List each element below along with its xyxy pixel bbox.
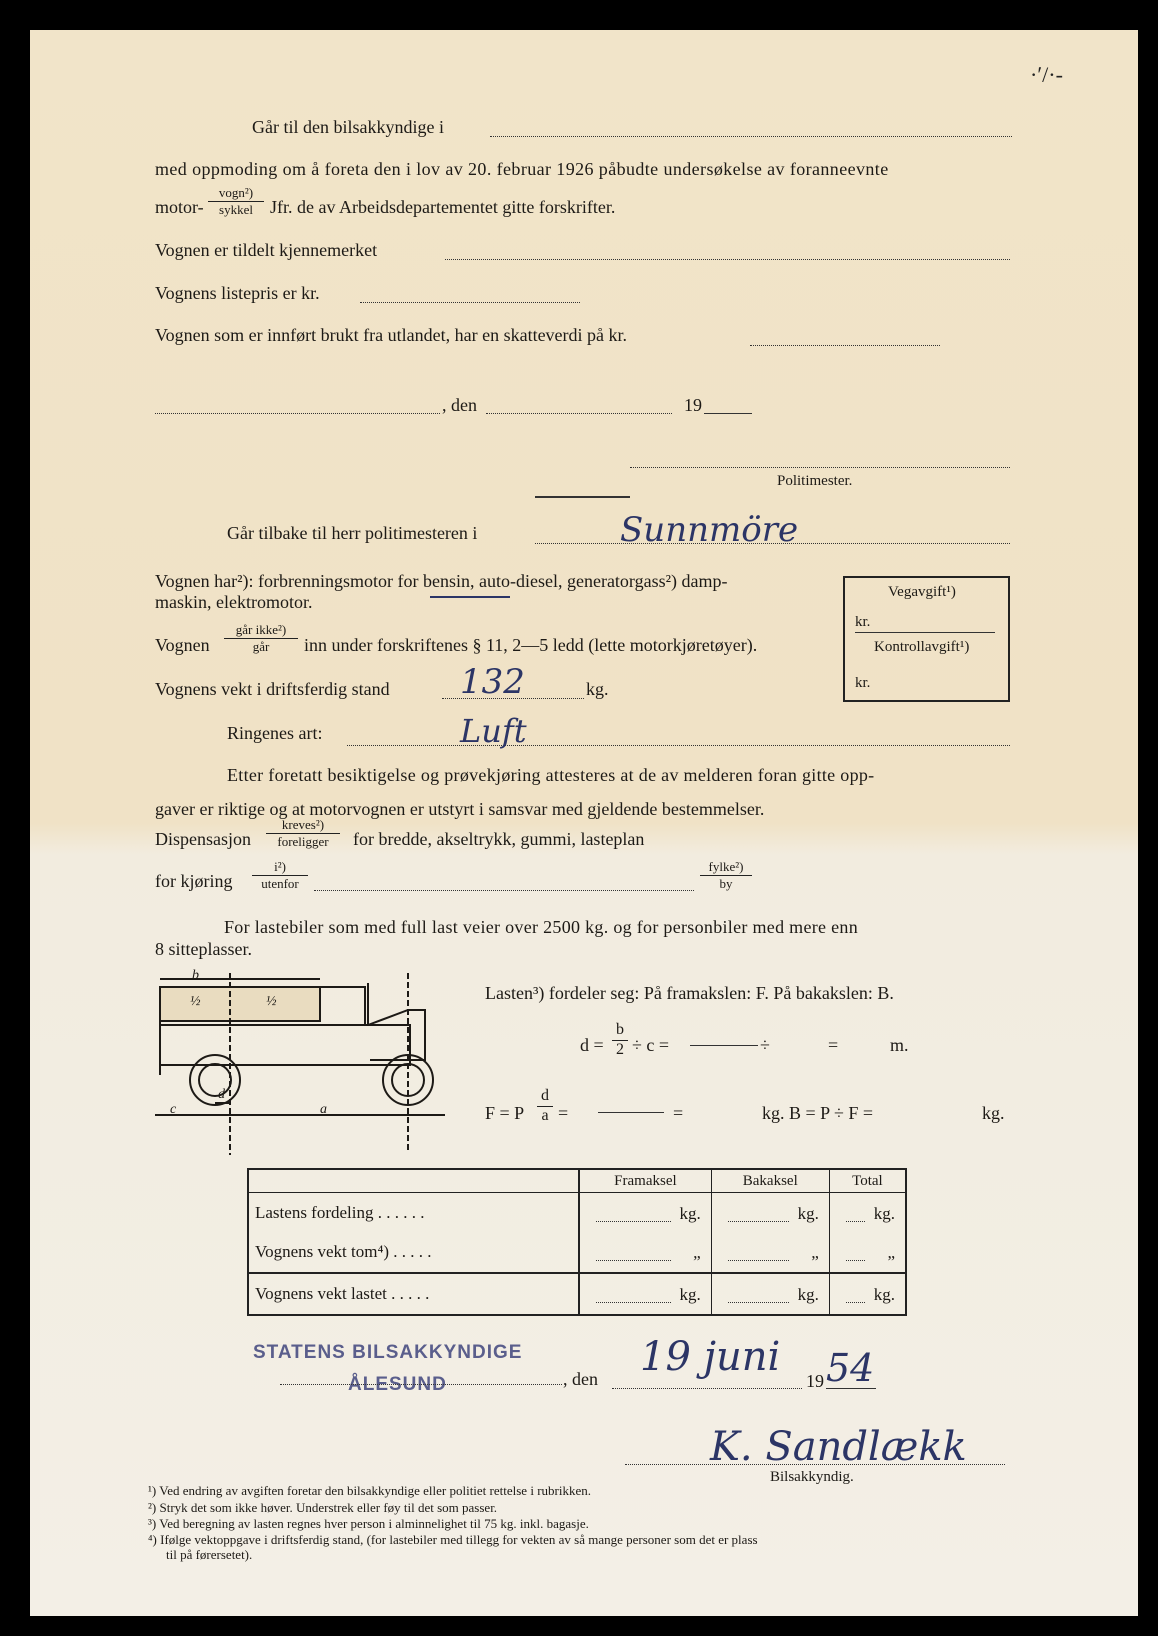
d-value-field[interactable]: [690, 1045, 758, 1046]
kjoring-prefix: for kjøring: [155, 871, 233, 891]
kjoring-fraction: [252, 860, 308, 890]
stamp-line1: STATENS BILSAKKYNDIGE: [253, 1342, 523, 1363]
diagram-label-b: b: [192, 968, 199, 983]
handwritten-place: Sunnmöre: [620, 510, 799, 550]
table-row: [248, 1193, 906, 1233]
vegavgift-field[interactable]: [855, 632, 995, 633]
fylke-fraction: [700, 860, 752, 890]
signature-year-field[interactable]: [826, 1388, 876, 1389]
vegavgift-label: Vegavgift¹): [888, 584, 956, 600]
listepris-label: Vognens listepris er kr.: [155, 283, 320, 303]
kjoring-field[interactable]: [314, 890, 694, 891]
disp-rest: for bredde, akseltrykk, gummi, lasteplan: [353, 829, 645, 849]
corner-mark: ·ʹ/·-: [1030, 62, 1063, 87]
handwritten-vekt: 132: [460, 662, 525, 702]
disp-num: kreves²): [266, 818, 340, 834]
bilsakkyndige-field[interactable]: [490, 136, 1012, 137]
footnote-3: ³) Ved beregning av lasten regnes hver person i alminnelighet til 75 kg. inkl. bagasje.: [148, 1516, 589, 1531]
table-cell[interactable]: [586, 1237, 705, 1267]
header-total: Total: [829, 1169, 906, 1193]
table-cell[interactable]: [718, 1198, 823, 1228]
d-left: d =: [580, 1035, 604, 1055]
stamp-line2: ÅLESUND: [348, 1374, 447, 1395]
kr1-label: kr.: [855, 614, 871, 630]
diagram-label-a: a: [320, 1102, 327, 1117]
politimester-label: Politimester.: [777, 473, 853, 489]
table-corner: [248, 1169, 579, 1193]
f-eq1: =: [558, 1103, 569, 1123]
signature-den-label: , den: [563, 1369, 598, 1389]
header-framaksel: Framaksel: [579, 1169, 711, 1193]
separator: [535, 496, 630, 498]
year-field[interactable]: [704, 413, 752, 414]
f-kg2: kg.: [982, 1103, 1005, 1123]
header-bakaksel: Bakaksel: [711, 1169, 829, 1193]
cell-unit: „: [811, 1243, 819, 1263]
d-unit: m.: [890, 1035, 909, 1055]
motor-prefix: motor-: [155, 197, 204, 217]
footnote-4-cont: til på førersetet).: [166, 1547, 253, 1562]
cell-unit: kg.: [873, 1203, 895, 1223]
disp-den: foreligger: [277, 833, 329, 849]
skatteverdi-label: Vognen som er innført brukt fra utlandet, har en skatteverdi på kr.: [155, 325, 628, 345]
d-div: ÷: [760, 1035, 770, 1055]
footnote-1: ¹) Ved endring av avgiften foretar den bilsakkyndige eller politiet rettelse i rubrikken.: [148, 1483, 591, 1498]
table-cell[interactable]: [718, 1237, 823, 1267]
ringer-field[interactable]: [347, 745, 1010, 746]
d-mid: ÷ c =: [632, 1035, 670, 1055]
year-prefix: 19: [684, 395, 702, 415]
row-label: Vognens vekt lastet . . . . .: [248, 1273, 579, 1315]
return-label: Går tilbake til herr politimesteren i: [227, 523, 478, 543]
row-label: Lastens fordeling . . . . . .: [248, 1193, 579, 1233]
cell-unit: „: [693, 1243, 701, 1263]
gaar-prefix: Vognen: [155, 635, 210, 655]
place-field[interactable]: [155, 413, 440, 414]
footnote-2: ²) Stryk det som ikke høver. Understrek eller føy til det som passer.: [148, 1500, 498, 1515]
handwritten-year: 54: [826, 1346, 875, 1390]
stamp-place-field[interactable]: [280, 1384, 562, 1385]
lastebil-line1: For lastebiler som med full last veier over 2500 kg. og for personbiler med mere enn: [224, 917, 859, 937]
handwritten-date: 19 juni: [640, 1334, 781, 1380]
diagram-label-half1: ½: [190, 994, 201, 1009]
cell-unit: „: [887, 1243, 895, 1263]
attest-line1: Etter foretatt besiktigelse og prøvekjøring attesteres at de av melderen foran gitte opp-: [227, 765, 875, 785]
d-frac-den: 2: [616, 1040, 624, 1058]
f-frac-den: a: [541, 1106, 549, 1124]
gaar-rest: inn under forskriftenes § 11, 2—5 ledd (lette motorkjøretøyer).: [304, 635, 758, 655]
f-kg1: kg. B = P ÷ F =: [762, 1103, 874, 1123]
motor-fraction: [208, 186, 264, 216]
kontrollavgift-label: Kontrollavgift¹): [874, 639, 970, 655]
f-value-field[interactable]: [598, 1112, 664, 1113]
table-cell[interactable]: [718, 1279, 823, 1309]
request-line: med oppmoding om å foreta den i lov av 20. februar 1926 påbudte undersøkelse av foranneevnte: [155, 159, 889, 179]
disp-fraction: [266, 818, 340, 848]
lasten-line: Lasten³) fordeler seg: På framakslen: F. På bakakslen: B.: [485, 983, 894, 1003]
footnote-4: ⁴) Ifølge vektoppgave i driftsferdig stand, (for lastebiler med tillegg for vekten av så mange personer som det er plass: [148, 1532, 758, 1547]
table-cell[interactable]: [836, 1279, 899, 1309]
kjennemerke-label: Vognen er tildelt kjennemerket: [155, 240, 378, 260]
motor-den: sykkel: [219, 201, 253, 217]
table-row: [248, 1273, 906, 1315]
cell-unit: kg.: [873, 1285, 895, 1305]
handwritten-signature: K. Sandlækk: [710, 1424, 967, 1470]
load-table: [247, 1168, 907, 1316]
f-fraction: [537, 1088, 553, 1125]
lastebil-line2: 8 sitteplasser.: [155, 939, 252, 959]
row-label: Vognens vekt tom⁴) . . . . .: [248, 1232, 579, 1273]
gaar-den: går: [252, 638, 270, 654]
kjoring-den: utenfor: [261, 875, 299, 891]
motor-type-line1: Vognen har²): forbrenningsmotor for bensin, auto-diesel, generatorgass²) damp-: [155, 571, 728, 591]
d-frac-num: b: [612, 1022, 628, 1041]
kjennemerke-field[interactable]: [445, 259, 1010, 260]
motor-type-line2: maskin, elektromotor.: [155, 592, 313, 612]
d-eq: =: [828, 1035, 839, 1055]
motor-rest: Jfr. de av Arbeidsdepartementet gitte forskrifter.: [270, 197, 616, 217]
table-cell[interactable]: [836, 1198, 899, 1228]
d-fraction: [612, 1022, 628, 1059]
diagram-label-half2: ½: [266, 994, 277, 1009]
fylke-num: fylke²): [700, 860, 752, 876]
ringer-label: Ringenes art:: [227, 723, 323, 743]
kr2-label: kr.: [855, 675, 871, 691]
f-left: F = P: [485, 1103, 525, 1123]
cell-unit: kg.: [679, 1285, 701, 1305]
signature-year-prefix: 19: [806, 1371, 824, 1391]
table-cell[interactable]: [586, 1279, 705, 1309]
truck-diagram: [150, 965, 450, 1155]
den-label: , den: [442, 395, 477, 415]
line1-label: Går til den bilsakkyndige i: [252, 117, 444, 137]
handwritten-ringer: Luft: [460, 712, 527, 750]
vekt-unit: kg.: [586, 679, 609, 699]
f-frac-num: d: [537, 1088, 553, 1107]
table-row: [248, 1232, 906, 1273]
politimester-signature-field[interactable]: [630, 467, 1010, 468]
cell-unit: kg.: [679, 1203, 701, 1223]
bilsakkyndig-role: Bilsakkyndig.: [770, 1469, 854, 1485]
diagram-label-d: d: [218, 1087, 225, 1102]
disp-prefix: Dispensasjon: [155, 829, 251, 849]
underline-bensin: [430, 596, 510, 598]
fylke-den: by: [719, 875, 733, 891]
kjoring-num: i²): [252, 860, 308, 876]
cell-unit: kg.: [797, 1203, 819, 1223]
listepris-field[interactable]: [360, 302, 580, 303]
table-cell[interactable]: [836, 1237, 899, 1267]
table-cell[interactable]: [586, 1198, 705, 1228]
diagram-label-c: c: [170, 1102, 177, 1117]
f-eq2: =: [673, 1103, 684, 1123]
date-field[interactable]: [486, 413, 672, 414]
gaar-num: går ikke²): [224, 623, 298, 639]
skatteverdi-field[interactable]: [750, 345, 940, 346]
attest-line2: gaver er riktige og at motorvognen er utstyrt i samsvar med gjeldende bestemmelser.: [155, 799, 765, 819]
cell-unit: kg.: [797, 1285, 819, 1305]
motor-num: vogn²): [208, 186, 264, 202]
vekt-label: Vognens vekt i driftsferdig stand: [155, 679, 390, 699]
gaar-fraction: [224, 623, 298, 653]
signature-date-field[interactable]: [612, 1388, 802, 1389]
